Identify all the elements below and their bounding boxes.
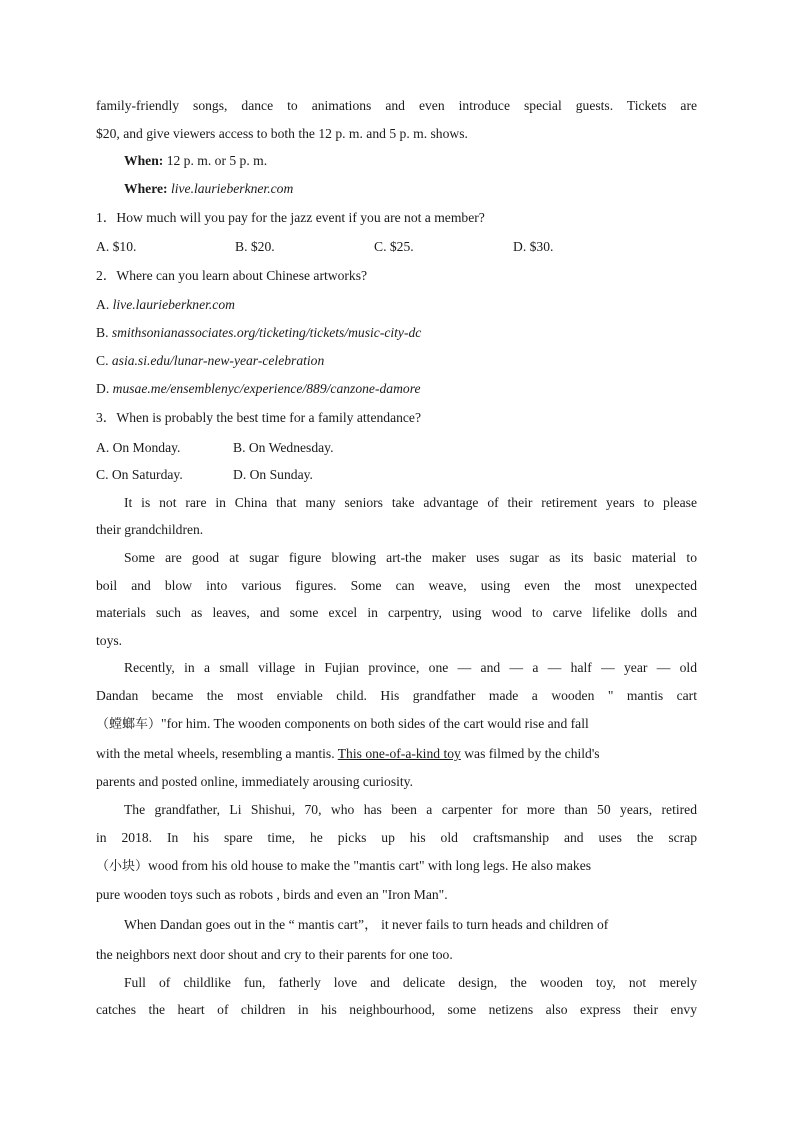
paragraph-4-line-1: The grandfather, Li Shishui, 70, who has been a carpenter for more than 50 years, retired xyxy=(124,802,697,817)
line-text: "for him. The wooden components on both sides of the cart would rise and fall xyxy=(161,716,589,731)
line-text-pre: with the metal wheels, resembling a mantis. xyxy=(96,746,335,761)
option-text: live.laurieberkner.com xyxy=(112,297,235,312)
option-a[interactable]: A. On Monday. xyxy=(96,440,181,455)
when-line xyxy=(124,152,697,170)
paragraph-3-line-4 xyxy=(96,745,697,763)
question-text: How much will you pay for the jazz event if you are not a member? xyxy=(116,210,485,225)
underlined-phrase: This one-of-a-kind toy xyxy=(337,746,461,761)
option-b[interactable]: B. $20. xyxy=(235,239,275,254)
paragraph-4-line-3 xyxy=(96,857,697,876)
line-text-post: was filmed by the child's xyxy=(464,746,600,761)
chinese-gloss: （螳螂车） xyxy=(96,717,162,732)
when-value: 12 p. m. or 5 p. m. xyxy=(166,153,268,168)
paragraph-1-line-2: their grandchildren. xyxy=(96,522,204,537)
paragraph-2-line-4: toys. xyxy=(96,633,123,648)
paragraph-6-line-1: Full of childlike fun, fatherly love and delicate design, the wooden toy, not merely xyxy=(124,975,697,990)
intro-line-2: $20, and give viewers access to both the 12 p. m. and 5 p. m. shows. xyxy=(96,126,468,141)
option-c[interactable] xyxy=(96,352,697,370)
option-c[interactable]: C. On Saturday. xyxy=(96,467,183,482)
option-a[interactable] xyxy=(96,296,697,314)
intro-line-1: family-friendly songs, dance to animations and even introduce special guests. Tickets are xyxy=(96,98,697,113)
option-letter: C. xyxy=(96,353,109,368)
option-c[interactable]: C. $25. xyxy=(374,239,414,254)
question-3-options-row-1 xyxy=(96,439,697,457)
where-label: Where: xyxy=(124,181,168,196)
where-line xyxy=(124,180,697,198)
paragraph-3-line-1: Recently, in a small village in Fujian province, one — and — a — half — year — old xyxy=(124,660,697,675)
question-3 xyxy=(96,409,697,427)
option-d[interactable]: D. $30. xyxy=(513,239,554,254)
paragraph-5-line-2: the neighbors next door shout and cry to their parents for one too. xyxy=(96,947,453,962)
question-2 xyxy=(96,267,697,285)
option-b[interactable]: B. On Wednesday. xyxy=(233,440,334,455)
question-text: When is probably the best time for a family attendance? xyxy=(116,410,422,425)
option-letter: B. xyxy=(96,325,109,340)
question-3-options-row-2 xyxy=(96,466,697,484)
paragraph-2-line-1: Some are good at sugar figure blowing art-the maker uses sugar as its basic material to xyxy=(124,550,697,565)
paragraph-5-line-1: When Dandan goes out in the “ mantis cart”， it never fails to turn heads and children of xyxy=(124,917,609,932)
option-text: smithsonianassociates.org/ticketing/tickets/music-city-dc xyxy=(111,325,422,340)
question-number: 2． xyxy=(96,268,117,283)
paragraph-2-line-3: materials such as leaves, and some excel in carpentry, using wood to carve lifelike dolls and xyxy=(96,605,697,620)
paragraph-2-line-2: boil and blow into various figures. Some can weave, using even the most unexpected xyxy=(96,578,697,593)
paragraph-1-line-1: It is not rare in China that many seniors take advantage of their retirement years to please xyxy=(124,495,697,510)
line-text: wood from his old house to make the "mantis cart" with long legs. He also makes xyxy=(148,858,592,873)
paragraph-4-line-4: pure wooden toys such as robots , birds and even an "Iron Man". xyxy=(96,887,448,902)
question-number: 3． xyxy=(96,410,117,425)
option-text: asia.si.edu/lunar-new-year-celebration xyxy=(111,353,325,368)
option-d[interactable]: D. On Sunday. xyxy=(233,467,313,482)
question-1 xyxy=(96,209,697,227)
option-b[interactable] xyxy=(96,324,697,342)
when-label: When: xyxy=(124,153,164,168)
paragraph-3-line-3 xyxy=(96,715,697,734)
paragraph-3-line-2: Dandan became the most enviable child. His grandfather made a wooden " mantis cart xyxy=(96,688,697,703)
paragraph-3-line-5: parents and posted online, immediately arousing curiosity. xyxy=(96,774,413,789)
question-1-options xyxy=(96,238,697,256)
option-d[interactable] xyxy=(96,380,697,398)
paragraph-4-line-2: in 2018. In his spare time, he picks up his old craftsmanship and uses the scrap xyxy=(96,830,697,845)
option-text: musae.me/ensemblenyc/experience/889/canzone-damore xyxy=(112,381,421,396)
question-number: 1． xyxy=(96,210,117,225)
where-value: live.laurieberkner.com xyxy=(170,181,294,196)
paragraph-6-line-2: catches the heart of children in his neighbourhood, some netizens also express their envy xyxy=(96,1002,697,1017)
chinese-gloss: （小块） xyxy=(96,859,149,874)
question-text: Where can you learn about Chinese artworks? xyxy=(116,268,368,283)
option-a[interactable]: A. $10. xyxy=(96,239,137,254)
option-letter: A. xyxy=(96,297,110,312)
option-letter: D. xyxy=(96,381,110,396)
